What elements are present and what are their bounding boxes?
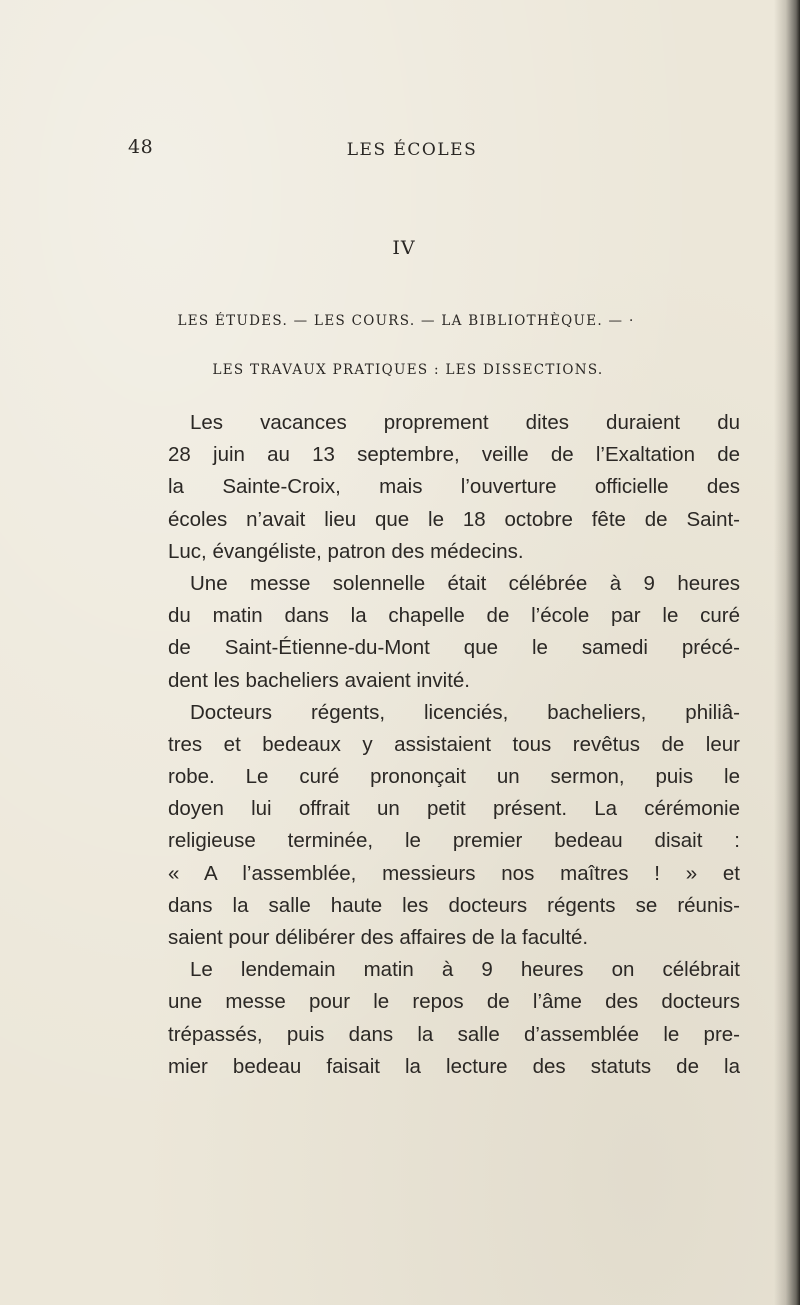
text-line: mier bedeau faisait la lecture des statuts de la <box>168 1054 740 1078</box>
text-line: trépassés, puis dans la salle d’assemblée le pre- <box>168 1022 740 1046</box>
text-line: robe. Le curé prononçait un sermon, puis le <box>168 765 740 789</box>
text-line: « A l’assemblée, messieurs nos maîtres ! » et <box>168 861 740 885</box>
text-line: saient pour délibérer des affaires de la faculté. <box>168 926 589 949</box>
text-line: une messe pour le repos de l’âme des docteurs <box>168 990 740 1014</box>
text-line: Les vacances proprement dites duraient du <box>190 411 740 434</box>
text-line: religieuse terminée, le premier bedeau disait : <box>168 829 740 853</box>
chapter-number: IV <box>392 237 416 259</box>
text-line: Luc, évangéliste, patron des médecins. <box>168 539 524 563</box>
text-line: la Sainte-Croix, mais l’ouverture officielle des <box>168 475 740 499</box>
text-line: de Saint-Étienne-du-Mont que le samedi précé- <box>168 636 740 660</box>
running-head: LES ÉCOLES <box>346 140 478 160</box>
text-line: Le lendemain matin à 9 heures on célébrait <box>190 958 740 982</box>
page-binding-shadow <box>774 0 800 1305</box>
text-line: dent les bacheliers avaient invité. <box>168 668 470 692</box>
text-line: dans la salle haute les docteurs régents se réunis- <box>168 893 740 917</box>
text-line: 28 juin au 13 septembre, veille de l’Exaltation de <box>168 443 740 467</box>
page-number: 48 <box>128 136 154 158</box>
body-text <box>168 407 740 1083</box>
text-line: écoles n’avait lieu que le 18 octobre fête de Saint- <box>168 507 740 531</box>
text-line: tres et bedeaux y assistaient tous revêtus de leur <box>168 732 740 756</box>
chapter-summary-line-2: LES TRAVAUX PRATIQUES : LES DISSECTIONS. <box>212 362 604 378</box>
text-line: Docteurs régents, licenciés, bacheliers, philiâ- <box>190 700 740 724</box>
text-line: du matin dans la chapelle de l’école par le curé <box>168 604 740 628</box>
text-line: Une messe solennelle était célébrée à 9 heures <box>190 571 740 595</box>
chapter-summary-line-1: LES ÉTUDES. — LES COURS. — LA BIBLIOTHÈQUE. — · <box>177 313 635 329</box>
text-line: doyen lui offrait un petit présent. La cérémonie <box>168 797 740 821</box>
